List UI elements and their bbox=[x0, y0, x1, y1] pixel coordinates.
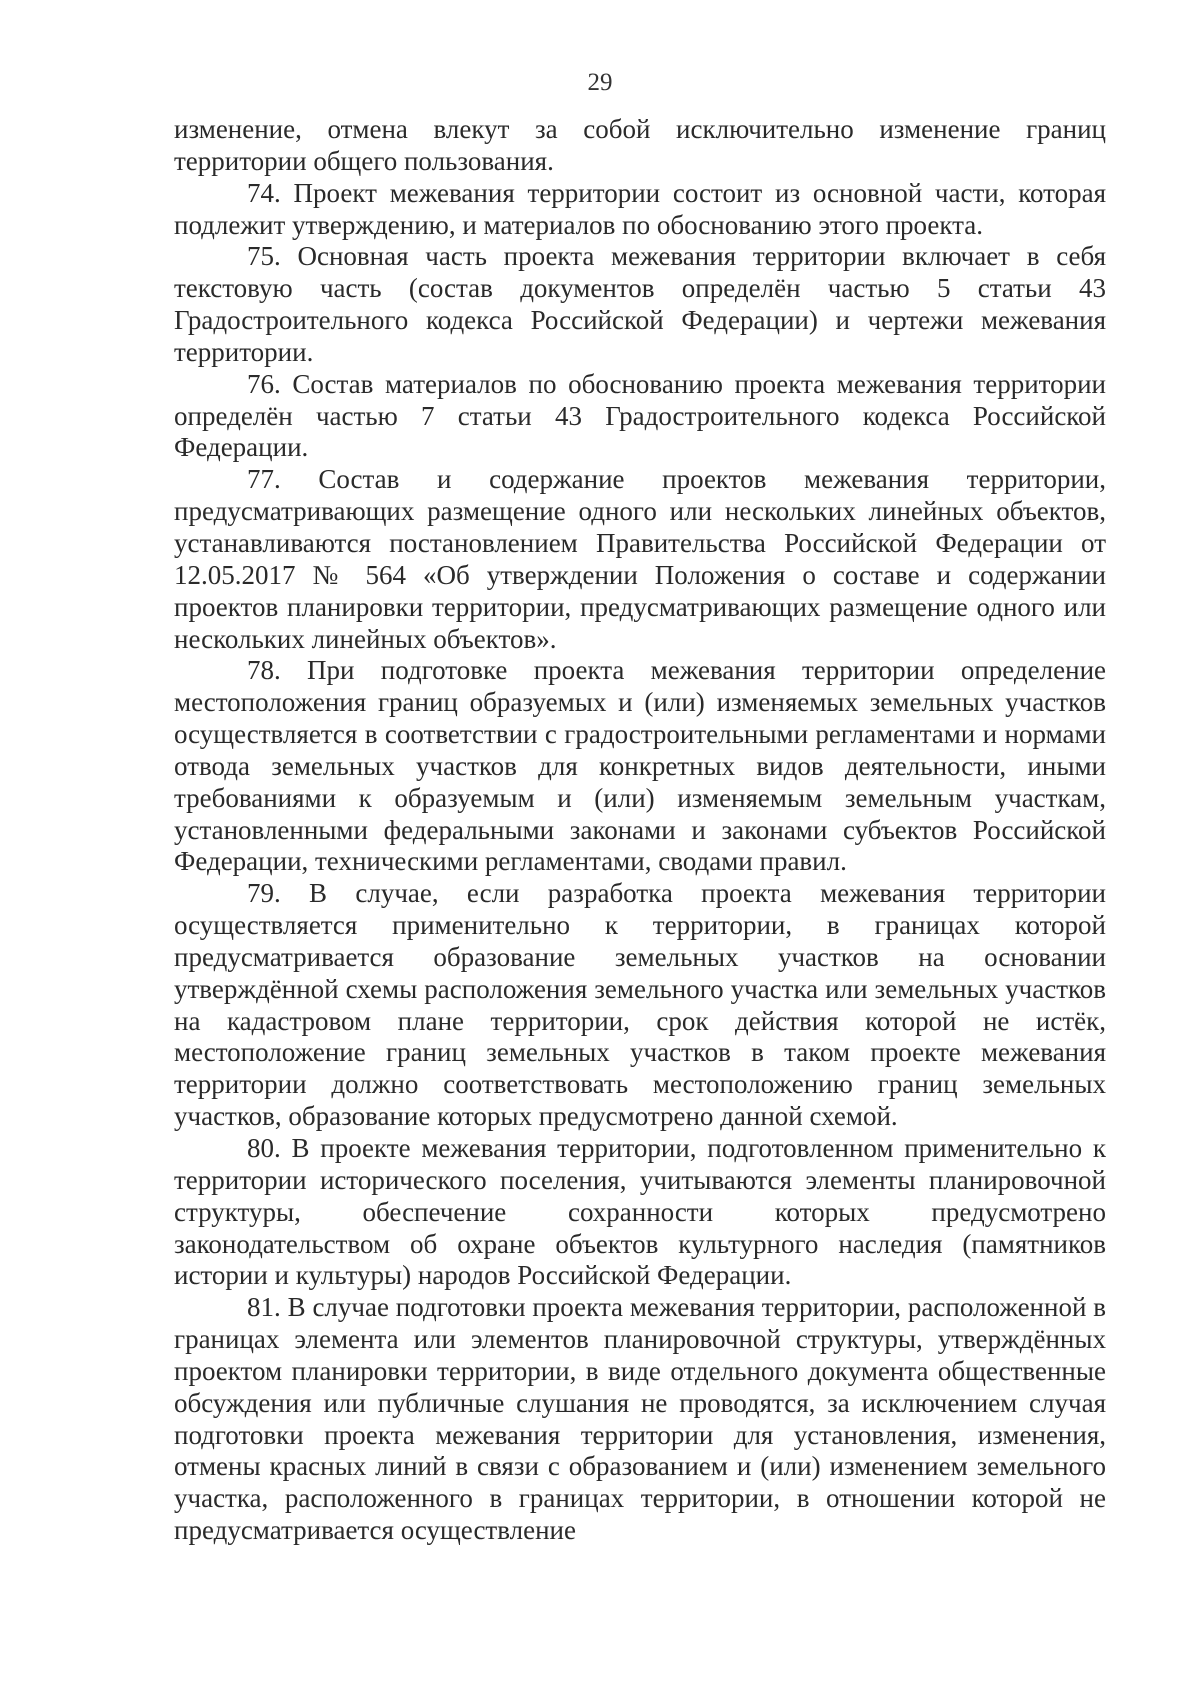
paragraph-75: 75. Основная часть проекта межевания территории включает в себя текстовую часть (состав документов определён частью 5 статьи 43 Градостроительного кодекса Российской Федерации) и чертежи межевания территории. bbox=[174, 241, 1106, 367]
paragraph-78: 78. При подготовке проекта межевания территории определение местоположения границ образуемых и (или) изменяемых земельных участков осуществляется в соответствии с градостроительными регламентами и нормами отвода земельных участков для конкретных видов деятельности, иными требованиями к образуемым и (или) изменяемым земельным участкам, установленными федеральными законами и законами субъектов Российской Федерации, техническими регламентами, сводами правил. bbox=[174, 655, 1106, 877]
paragraph-continuation: изменение, отмена влекут за собой исключительно изменение границ территории общего пользования. bbox=[174, 114, 1106, 176]
paragraph-76: 76. Состав материалов по обоснованию проекта межевания территории определён частью 7 статьи 43 Градостроительного кодекса Российской Федерации. bbox=[174, 368, 1106, 463]
document-body bbox=[174, 114, 1106, 1547]
paragraph-79: 79. В случае, если разработка проекта межевания территории осуществляется применительно к территории, в границах которой предусматривается образование земельных участков на основании утверждённой схемы расположения земельного участка или земельных участков на кадастровом плане территории, срок действия которой не истёк, местоположение границ земельных участков в таком проекте межевания территории должно соответствовать местоположению границ земельных участков, образование которых предусмотрено данной схемой. bbox=[174, 878, 1106, 1132]
paragraph-77: 77. Состав и содержание проектов межевания территории, предусматривающих размещение одного или нескольких линейных объектов, устанавливаются постановлением Правительства Российской Федерации от 12.05.2017 № 564 «Об утверждении Положения о составе и содержании проектов планировки территории, предусматривающих размещение одного или нескольких линейных объектов». bbox=[174, 464, 1106, 654]
paragraph-74: 74. Проект межевания территории состоит из основной части, которая подлежит утверждению, и материалов по обоснованию этого проекта. bbox=[174, 177, 1106, 240]
paragraph-81: 81. В случае подготовки проекта межевания территории, расположенной в границах элемента или элементов планировочной структуры, утверждённых проектом планировки территории, в виде отдельного документа общественные обсуждения или публичные слушания не проводятся, за исключением случая подготовки проекта межевания территории для установления, изменения, отмены красных линий в связи с образованием и (или) изменением земельного участка, расположенного в границах территории, в отношении которой не предусматривается осуществление bbox=[174, 1292, 1106, 1546]
page-number: 29 bbox=[587, 69, 613, 96]
paragraph-80: 80. В проекте межевания территории, подготовленном применительно к территории исторического поселения, учитываются элементы планировочной структуры, обеспечение сохранности которых предусмотрено законодательством об охране объектов культурного наследия (памятников истории и культуры) народов Российской Федерации. bbox=[174, 1133, 1106, 1291]
